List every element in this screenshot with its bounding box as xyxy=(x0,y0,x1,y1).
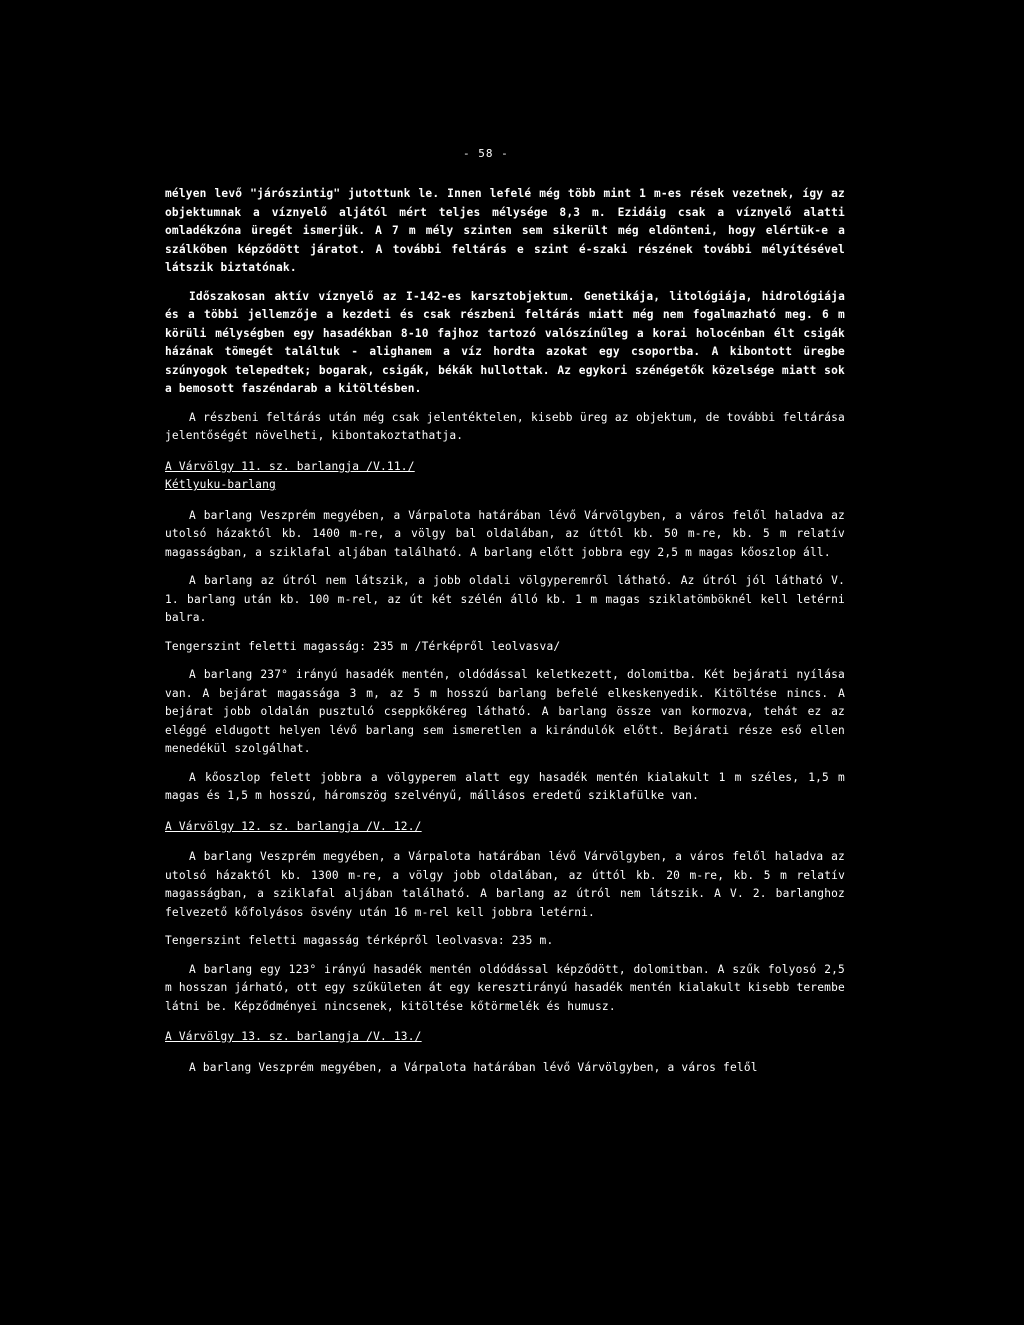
cave-13-location: A barlang Veszprém megyében, a Várpalota határában lévő Várvölgyben, a város felől xyxy=(189,1060,758,1074)
paragraph-intro: mélyen levő "járószintig" jutottunk le. Innen lefelé még több mint 1 m-es rések vezetnek, így az objektumnak a víznyelő aljától mért teljes mélysége 8,3 m. Ezidáig csak a víznyelő alatti omladékzóna üregét ismerjük. A 7 m mély szinten sem sikerült még eldönteni, hogy elértük-e a szálkőben képződött járatot. A további feltárás e szint é-szaki részének további mélyítésével látszik biztatónak. xyxy=(165,187,845,274)
section-cave-12 xyxy=(165,818,845,1017)
paragraph-further-exploration: A részbeni feltárás után még csak jelentéktelen, kisebb üreg az objektum, de további feltárása jelentőségét növelheti, kibontakoztathatja. xyxy=(165,410,845,442)
cave-11-elevation: Tengerszint feletti magasság: 235 m /Térképről leolvasva/ xyxy=(165,639,561,653)
section-cave-13 xyxy=(165,1028,845,1077)
cave-12-location: A barlang Veszprém megyében, a Várpalota határában lévő Várvölgyben, a város felől haladva az utolsó házaktól kb. 1300 m-re, a völgy jobb oldalában, az úttól kb. 20 m-re, kb. 5 m relatív magasságban, a sziklafal aljában található. A barlang az útról nem látszik. A V. 2. barlanghoz felvezető kőfolyásos ösvény után 16 m-rel kell jobbra letérni. xyxy=(165,850,845,919)
cave-11-access: A barlang az útról nem látszik, a jobb oldali völgyperemről látható. Az útról jól látható V. 1. barlang után kb. 100 m-rel, az út két szélén álló kb. 1 m magas sziklatömböknél kell letérni balra. xyxy=(165,574,845,624)
cave-13-heading: A Várvölgy 13. sz. barlangja /V. 13./ xyxy=(165,1030,422,1043)
paragraph-karst-object: Időszakosan aktív víznyelő az I-142-es karsztobjektum. Genetikája, litológiája, hidrológiája és a többi jellemzője a kezdeti és csak részbeni feltárás miatt még nem fogalmazható meg. 6 m körüli mélységben egy hasadékban 8-10 fajhoz tartozó valószínűleg a korai holocénban élt csigák házának tömegét találtuk - alighanem a víz hordta azokat egy csoportba. A kibontott üregbe szúnyogok telepedtek; bogarak, csigák, békák hullottak. Az egykori szénégetők közelsége miatt sok a bemosott faszéndarab a kitöltésben. xyxy=(165,289,845,395)
section-cave-11 xyxy=(165,458,845,806)
cave-11-name: Kétlyuku-barlang xyxy=(165,478,276,491)
cave-12-description: A barlang egy 123° irányú hasadék mentén oldódással képződött, dolomitban. A szűk folyosó 2,5 m hosszan járható, ott egy szűkületen át egy keresztirányú hasadék mentén kialakult kisebb terembe látni be. Képződményei nincsenek, kitöltése kőtörmelék és humusz. xyxy=(165,962,845,1013)
document-content xyxy=(165,185,845,1087)
cave-12-elevation: Tengerszint feletti magasság térképről leolvasva: 235 m. xyxy=(165,934,554,947)
cave-11-heading: A Várvölgy 11. sz. barlangja /V.11./ xyxy=(165,459,415,473)
page-number: - 58 - xyxy=(463,147,509,160)
cave-11-rock-niche: A kőoszlop felett jobbra a völgyperem alatt egy hasadék mentén kialakult 1 m széles, 1,5 m magas és 1,5 m hosszú, háromszög szelvényű, mállásos eredetű sziklafülke van. xyxy=(165,770,845,802)
cave-11-location: A barlang Veszprém megyében, a Várpalota határában lévő Várvölgyben, a város felől haladva az utolsó házaktól kb. 1400 m-re, a völgy bal oldalában, az úttól kb. 50 m-re, kb. 5 m relatív magasságban, a sziklafal aljában található. A barlang előtt jobbra egy 2,5 m magas kőoszlop áll. xyxy=(165,508,845,559)
cave-11-description: A barlang 237° irányú hasadék mentén, oldódással keletkezett, dolomitba. Két bejárati nyílása van. A bejárat magassága 3 m, az 5 m hosszú barlang befelé elkeskenyedik. Kitöltése nincs. A bejárat jobb oldalán pusztuló cseppkőkéreg látható. A barlang össze van kormozva, tehát ez az eléggé eldugott helyen lévő barlang sem ismeretlen a kirándulók előtt. Bejárati része eső ellen menedékül szolgálhat. xyxy=(165,668,845,755)
cave-12-heading: A Várvölgy 12. sz. barlangja /V. 12./ xyxy=(165,819,422,833)
